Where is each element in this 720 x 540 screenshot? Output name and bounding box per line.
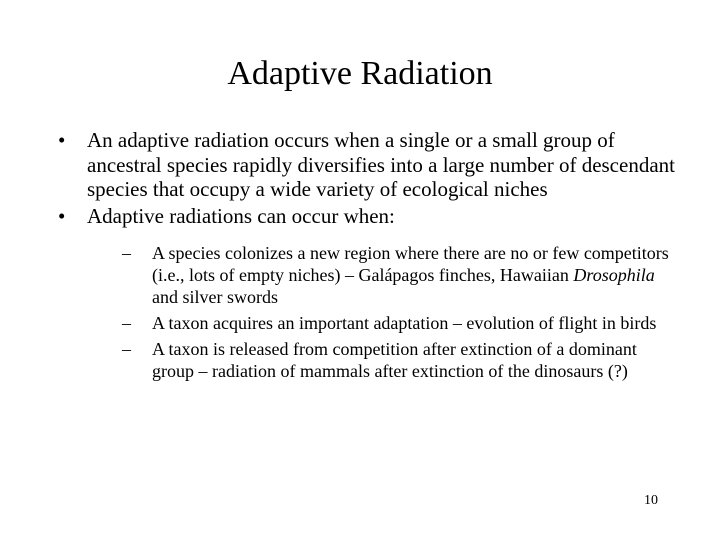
sub-bullet-text-italic: Drosophila <box>573 265 655 285</box>
page-number: 10 <box>644 493 658 508</box>
bullet-icon: • <box>58 128 66 152</box>
bullet-item <box>58 204 678 383</box>
bullet-list <box>58 128 678 386</box>
sub-bullet-text-start: A species colonizes a new region where there are no or few competitors (i.e., lots of empty niches) – Galápagos finches, Hawaiian <box>152 243 669 285</box>
bullet-text: Adaptive radiations can occur when: <box>87 203 395 228</box>
bullet-icon: • <box>58 203 66 228</box>
sub-bullet-text-end: and silver swords <box>152 287 278 307</box>
slide-title: Adaptive Radiation <box>227 55 493 92</box>
sub-bullet-list <box>122 242 682 382</box>
sub-bullet-item <box>122 312 682 334</box>
dash-icon: – <box>122 313 131 333</box>
sub-bullet-text: A taxon is released from competition after extinction of a dominant group – radiation of mammals after extinction of the dinosaurs (?) <box>152 339 637 381</box>
sub-bullet-item <box>122 338 682 382</box>
dash-icon: – <box>122 339 131 359</box>
dash-icon: – <box>122 243 131 263</box>
bullet-item <box>58 128 678 202</box>
bullet-text: An adaptive radiation occurs when a single or a small group of ancestral species rapidly diversifies into a large number of descendant species that occupy a wide variety of ecological niches <box>87 128 675 201</box>
sub-bullet-item <box>122 242 682 308</box>
sub-bullet-text: A taxon acquires an important adaptation – evolution of flight in birds <box>152 313 657 333</box>
